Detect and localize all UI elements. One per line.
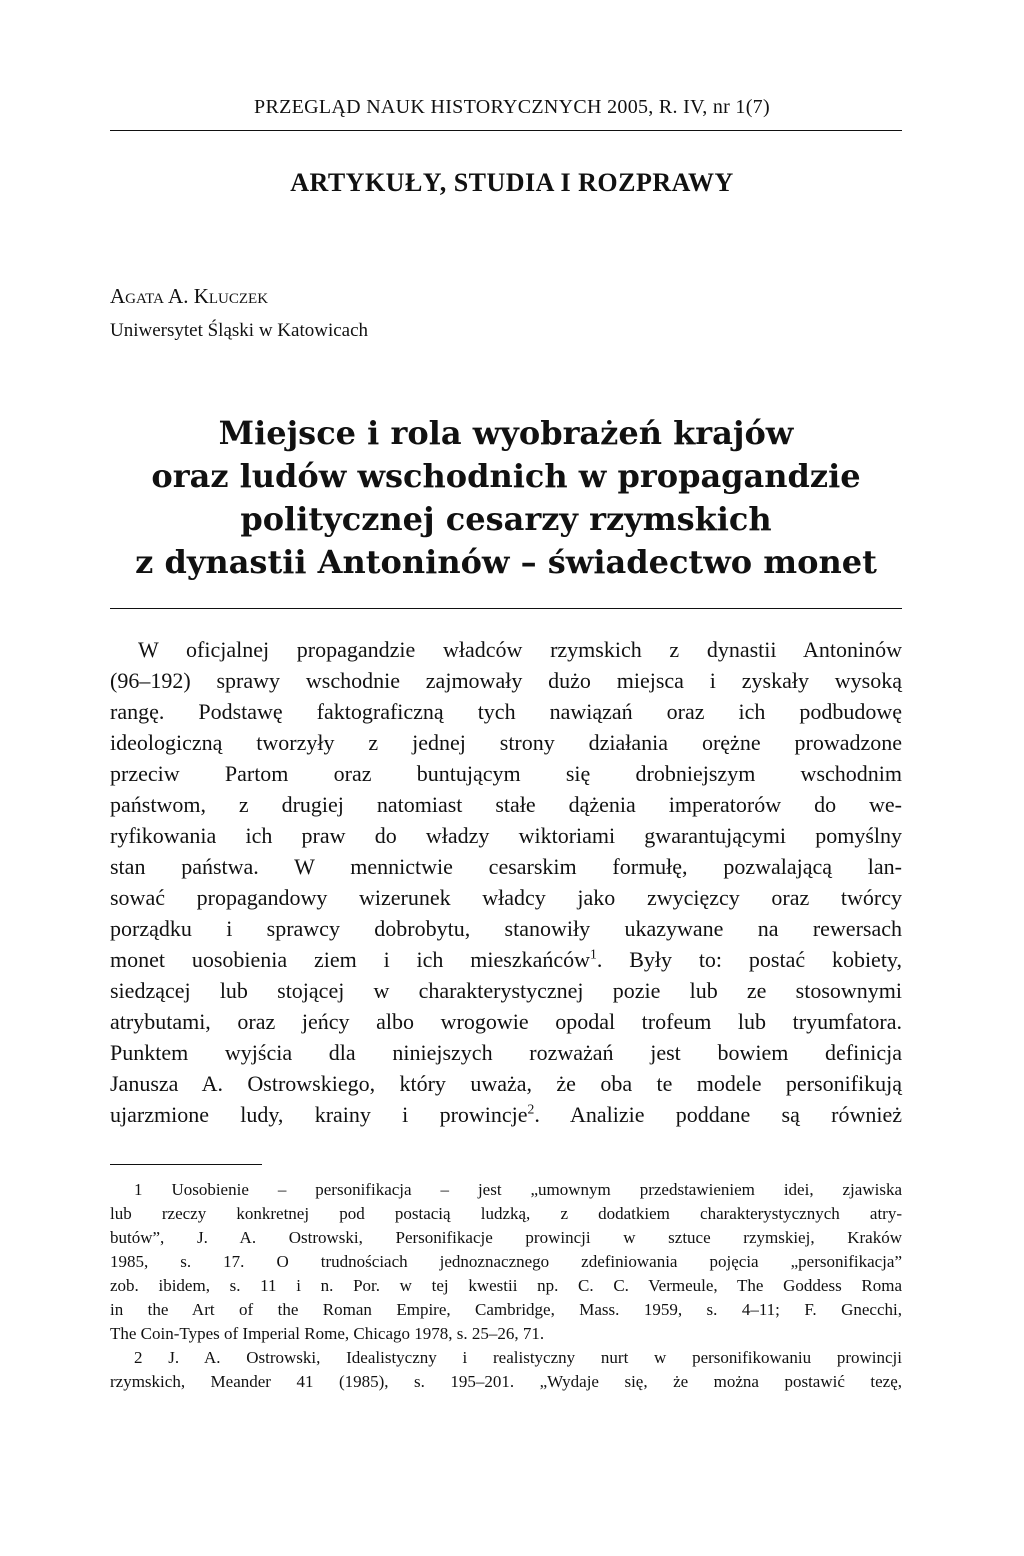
body-line: rangę. Podstawę faktograficzną tych nawiązań oraz ich podbudowę — [110, 699, 902, 724]
body-line: siedzącej lub stojącej w charakterystycznej pozie lub ze stosownymi — [110, 978, 902, 1003]
footnotes — [110, 1178, 902, 1394]
body-line-segment: monet uosobienia ziem i ich mieszkańców — [110, 947, 591, 972]
footnote-line: rzymskich, Meander 41 (1985), s. 195–201. „Wydaje się, że można postawić tezę, — [110, 1372, 902, 1391]
article-title — [110, 412, 902, 584]
footnote-rule — [110, 1164, 262, 1165]
footnote-ref[interactable]: 1 — [590, 946, 597, 962]
body-line: przeciw Partom oraz buntującym się drobniejszym wschodnim — [110, 761, 902, 786]
footnote-ref[interactable]: 2 — [527, 1101, 535, 1117]
body-line-segment: . — [534, 1102, 540, 1127]
body-line: sować propagandowy wizerunek władcy jako zwycięzcy oraz twórcy — [110, 885, 902, 910]
article-title-line: z dynastii Antoninów – świadectwo monet — [135, 543, 877, 581]
body-line: Janusza A. Ostrowskiego, który uważa, że oba te modele personifikują — [110, 1071, 902, 1096]
author-affiliation: Uniwersytet Śląski w Katowicach — [110, 320, 369, 341]
body-line: atrybutami, oraz jeńcy albo wrogowie opodal trofeum lub tryumfatora. — [110, 1009, 902, 1034]
article-title-line: oraz ludów wschodnich w propagandzie — [151, 457, 861, 495]
body-line: (96–192) sprawy wschodnie zajmowały dużo miejsca i zyskały wysoką — [110, 668, 902, 693]
body-line-with-footnote — [110, 1099, 902, 1130]
author-name: Agata A. Kluczek — [110, 284, 269, 308]
section-title: ARTYKUŁY, STUDIA I ROZPRAWY — [290, 168, 734, 197]
body-line: państwom, z drugiej natomiast stałe dążenia imperatorów do we- — [110, 792, 902, 817]
body-line: W oficjalnej propagandzie władców rzymskich z dynastii Antoninów — [138, 637, 902, 662]
body-line: stan państwa. W mennictwie cesarskim formułę, pozwalającą lan- — [110, 854, 902, 879]
running-head: PRZEGLĄD NAUK HISTORYCZNYCH 2005, R. IV, nr 1(7) — [254, 96, 770, 118]
body-line-with-footnote — [110, 944, 902, 975]
body-text — [110, 634, 902, 1130]
header-rule — [110, 130, 902, 131]
footnote-line: zob. ibidem, s. 11 i n. Por. w tej kwestii np. C. C. Vermeule, The Goddess Roma — [110, 1276, 902, 1295]
body-line: ryfikowania ich praw do władzy wiktoriami gwarantującymi pomyślny — [110, 823, 902, 848]
body-line-segment: ujarzmione ludy, krainy i prowincje — [110, 1102, 528, 1127]
article-title-line: politycznej cesarzy rzymskich — [240, 500, 772, 538]
body-line: Punktem wyjścia dla niniejszych rozważań jest bowiem definicja — [110, 1040, 902, 1065]
body-line-segment: . Były to: postać kobiety, — [596, 947, 903, 972]
footnote-line: 2 J. A. Ostrowski, Idealistyczny i realistyczny nurt w personifikowaniu prowincji — [134, 1348, 902, 1367]
footnote-line: lub rzeczy konkretnej pod postacią ludzką, z dodatkiem charakterystycznych atry- — [110, 1204, 902, 1223]
body-line-segment: Analizie poddane są również — [569, 1102, 902, 1127]
footnote-line: The Coin-Types of Imperial Rome, Chicago 1978, s. 25–26, 71. — [110, 1324, 545, 1343]
footnote-line: 1 Uosobienie – personifikacja – jest „umownym przedstawieniem idei, zjawiska — [134, 1180, 902, 1199]
article-title-line: Miejsce i rola wyobrażeń krajów — [218, 414, 794, 452]
footnote-line: in the Art of the Roman Empire, Cambridge, Mass. 1959, s. 4–11; F. Gnecchi, — [110, 1300, 902, 1319]
title-rule — [110, 608, 902, 609]
body-line: porządku i sprawcy dobrobytu, stanowiły ukazywane na rewersach — [110, 916, 902, 941]
body-line: ideologiczną tworzyły z jednej strony działania orężne prowadzone — [110, 730, 902, 755]
footnote-line: butów”, J. A. Ostrowski, Personifikacje prowincji w sztuce rzymskiej, Kraków — [110, 1228, 902, 1247]
footnote-line: 1985, s. 17. O trudnościach jednoznacznego zdefiniowania pojęcia „personifikacja” — [110, 1252, 902, 1271]
